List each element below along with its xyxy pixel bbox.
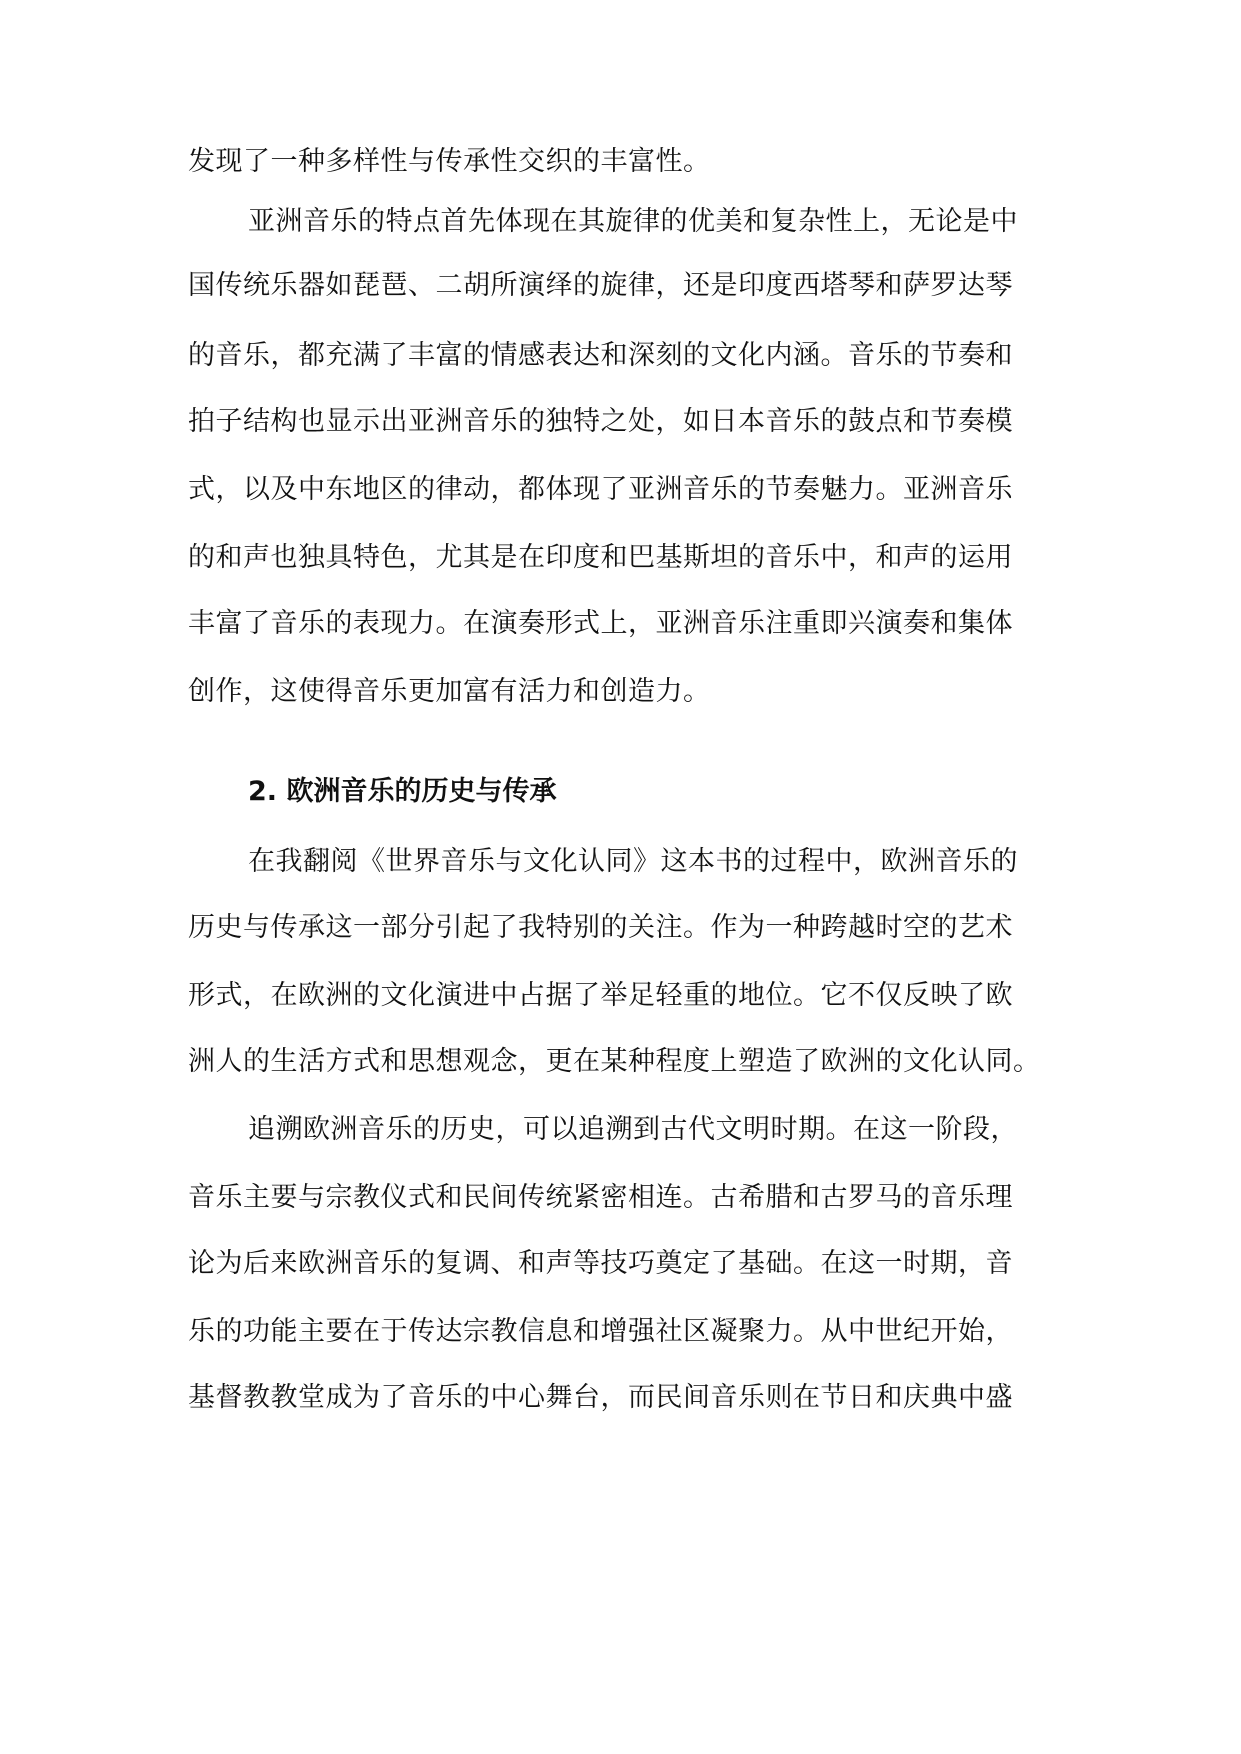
paragraph-line: 追溯欧洲音乐的历史，可以追溯到古代文明时期。在这一阶段， [248,1114,1018,1145]
paragraph-line: 乐的功能主要在于传达宗教信息和增强社区凝聚力。从中世纪开始， [188,1316,1013,1347]
paragraph-line: 亚洲音乐的特点首先体现在其旋律的优美和复杂性上，无论是中 [248,206,1018,237]
paragraph-line: 洲人的生活方式和思想观念，更在某种程度上塑造了欧洲的文化认同。 [188,1046,1041,1077]
paragraph-line: 的音乐，都充满了丰富的情感表达和深刻的文化内涵。音乐的节奏和 [188,340,1013,371]
paragraph-line: 论为后来欧洲音乐的复调、和声等技巧奠定了基础。在这一时期，音 [188,1248,1013,1279]
paragraph-line: 式，以及中东地区的律动，都体现了亚洲音乐的节奏魅力。亚洲音乐 [188,474,1013,505]
paragraph-line: 历史与传承这一部分引起了我特别的关注。作为一种跨越时空的艺术 [188,912,1013,943]
paragraph-line: 在我翻阅《世界音乐与文化认同》这本书的过程中，欧洲音乐的 [248,846,1018,877]
paragraph-line: 基督教教堂成为了音乐的中心舞台，而民间音乐则在节日和庆典中盛 [188,1382,1013,1413]
paragraph-line: 形式，在欧洲的文化演进中占据了举足轻重的地位。它不仅反映了欧 [188,980,1013,1011]
paragraph-line: 创作，这使得音乐更加富有活力和创造力。 [188,676,711,707]
paragraph-line: 国传统乐器如琵琶、二胡所演绎的旋律，还是印度西塔琴和萨罗达琴 [188,270,1013,301]
paragraph-line: 的和声也独具特色，尤其是在印度和巴基斯坦的音乐中，和声的运用 [188,542,1013,573]
paragraph-line: 发现了一种多样性与传承性交织的丰富性。 [188,146,711,177]
paragraph-line: 音乐主要与宗教仪式和民间传统紧密相连。古希腊和古罗马的音乐理 [188,1182,1013,1213]
paragraph-line: 丰富了音乐的表现力。在演奏形式上，亚洲音乐注重即兴演奏和集体 [188,608,1013,639]
paragraph-line: 拍子结构也显示出亚洲音乐的独特之处，如日本音乐的鼓点和节奏模 [188,406,1013,437]
section-heading: 2. 欧洲音乐的历史与传承 [248,776,557,807]
